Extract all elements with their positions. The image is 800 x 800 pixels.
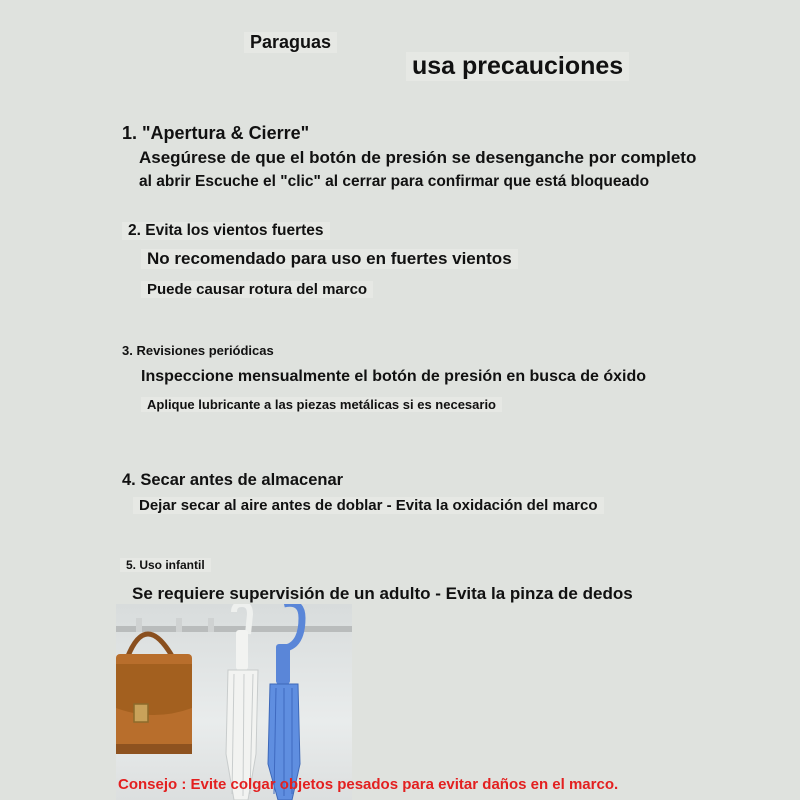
section-5-heading: 5. Uso infantil [120,558,211,572]
section-5-line-1: Se requiere supervisión de un adulto - Evita la pinza de dedos [132,584,633,603]
section-4-heading: 4. Secar antes de almacenar [122,471,344,489]
white-umbrella-image [226,604,258,800]
section-3-line-1: Inspeccione mensualmente el botón de presión en busca de óxido [141,368,646,385]
section-2-line-1: No recomendado para uso en fuertes vientos [141,249,518,269]
page-title: usa precauciones [406,52,629,81]
section-1-line-2: al abrir Escuche el "clic" al cerrar para confirmar que está bloqueado [139,173,650,190]
section-1-line-1: Asegúrese de que el botón de presión se desenganche por completo [139,148,697,167]
section-2-line-2: Puede causar rotura del marco [141,281,373,298]
section-3-heading: 3. Revisiones periódicas [122,343,274,358]
wall-rail [116,626,352,632]
brand-label: Paraguas [244,32,337,53]
section-2-heading: 2. Evita los vientos fuertes [122,222,330,240]
section-4-line-1: Dejar secar al aire antes de doblar - Evita la oxidación del marco [133,497,604,514]
section-3-line-2: Aplique lubricante a las piezas metálicas si es necesario [141,397,502,412]
section-1-heading: 1. "Apertura & Cierre" [122,123,310,143]
blue-umbrella-image [268,604,302,800]
handbag-image [116,634,192,754]
product-photo [116,604,352,800]
tip-text: Consejo : Evite colgar objetos pesados para evitar daños en el marco. [118,776,619,793]
